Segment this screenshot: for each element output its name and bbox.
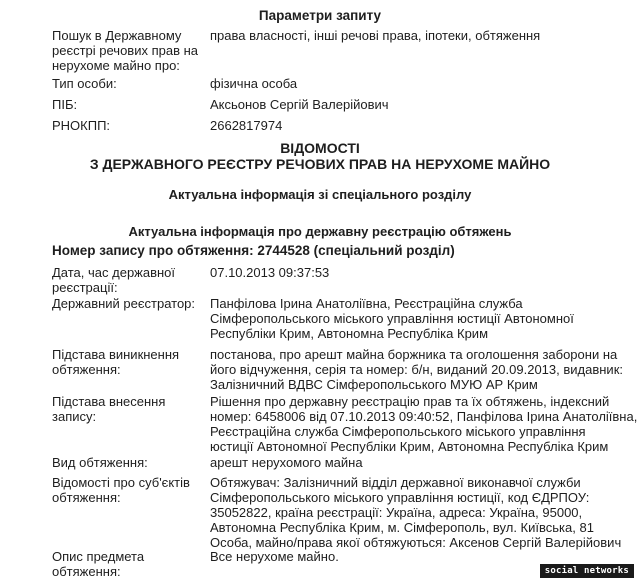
record-date-label: Дата, час державної реєстрації: — [52, 265, 176, 295]
param-person-type-label: Тип особи: — [52, 76, 117, 91]
params-title: Параметри запиту — [258, 8, 382, 23]
param-name-label: ПІБ: — [52, 97, 78, 112]
param-search-label: Пошук в Державному реєстрі речових прав на нерухоме майно про: — [52, 28, 199, 73]
record-subject-desc-value: Все нерухоме майно. — [210, 549, 339, 564]
record-registrar-label: Державний реєстратор: — [52, 296, 196, 311]
param-search-value: права власності, інші речові права, іпотеки, обтяження — [210, 28, 541, 43]
param-name-value: Аксьонов Сергій Валерійович — [210, 97, 389, 112]
param-tax-id-label: РНОКПП: — [52, 118, 111, 133]
record-date-value: 07.10.2013 09:37:53 — [210, 265, 330, 280]
record-subject-desc-label: Опис предмета обтяження: — [52, 549, 145, 579]
param-person-type-value: фізична особа — [210, 76, 298, 91]
record-number: Номер запису про обтяження: 2744528 (спеціальний розділ) — [52, 243, 455, 258]
param-tax-id-value: 2662817974 — [210, 118, 283, 133]
record-subjects-label: Відомості про суб'єктів обтяження: — [52, 475, 190, 505]
section-special-title: Актуальна інформація зі спеціального розділу — [168, 187, 472, 202]
record-entry-basis-label: Підстава внесення запису: — [52, 394, 166, 424]
record-type-value: арешт нерухомого майна — [210, 455, 363, 470]
record-type-label: Вид обтяження: — [52, 455, 148, 470]
record-basis-value: постанова, про арешт майна боржника та оголошення заборони на його відчуження, серія та номер: б/н, виданий 20.09.2013, видавник: Залізничний ВДВС Сімферопольського МУЮ АР Крим — [210, 347, 623, 392]
record-basis-label: Підстава виникнення обтяження: — [52, 347, 180, 377]
record-subjects-value: Обтяжувач: Залізничний відділ державної виконавчої служби Сімферопольського міського управління юстиції, код ЄДРПОУ: 35052822, країна реєстрації: Україна, адреса: Україна, 95000, Автономна Республіка Крим, м. Сімферополь, вул. Київська, 81 Особа, майно/права якої обтяжуються: Аксенов Сергій Валерійович — [210, 475, 622, 550]
watermark-badge: social networks — [540, 564, 634, 578]
section-encumbrance-title: Актуальна інформація про державну реєстрацію обтяжень — [128, 224, 512, 239]
heading-line-1: ВІДОМОСТІ — [280, 140, 360, 156]
heading-line-2: З ДЕРЖАВНОГО РЕЄСТРУ РЕЧОВИХ ПРАВ НА НЕРУХОМЕ МАЙНО — [89, 156, 551, 172]
record-registrar-value: Панфілова Ірина Анатоліївна, Реєстраційна служба Сімферопольського міського управління юстиції Автономної Республіки Крим, Автономна Республіка Крим — [210, 296, 574, 341]
record-entry-basis-value: Рішення про державну реєстрацію прав та їх обтяжень, індексний номер: 6458006 від 07.10.2013 09:40:52, Панфілова Ірина Анатоліївна, Реєстраційна служба Сімферопольського міського управління юстиції Автономної Республіки Крим, Автономна Республіка Крим — [210, 394, 638, 454]
